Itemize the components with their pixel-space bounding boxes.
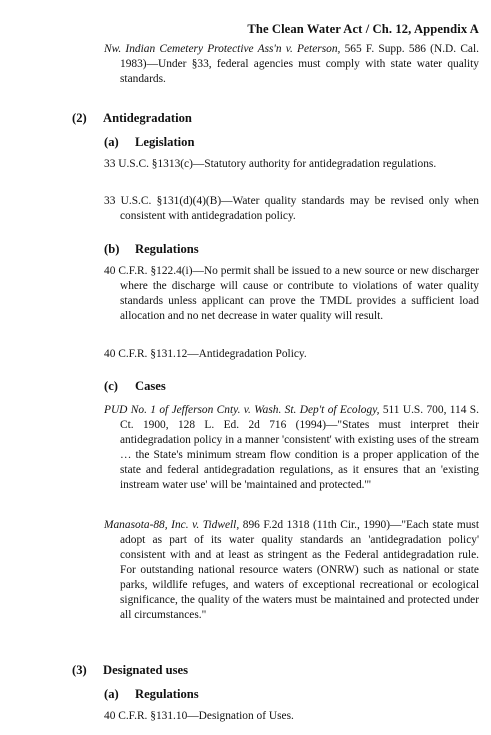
case-entry: [104, 518, 479, 623]
case-entry: [104, 403, 479, 493]
section-title: Antidegradation: [103, 111, 192, 125]
regulation-entry: 40 C.F.R. §131.10—Designation of Uses.: [104, 710, 294, 722]
case-name: Nw. Indian Cemetery Protective Ass'n v. Peterson,: [104, 43, 341, 55]
subsection-title: Legislation: [135, 135, 195, 149]
subsection-title: Cases: [135, 379, 166, 393]
case-citation: 511 U.S. 700, 114 S. Ct. 1900, 128 L. Ed. 2d 716 (1994)—"States must interpret their antidegradation policy in a manner 'consistent' with existing uses of the stream … the State's minimum stream flow condition is a proper application of the state and federal antidegradation regulations, as it ensures that an 'existing instream water use' will be 'maintained and protected.'": [120, 404, 479, 491]
subsection-letter: (b): [104, 242, 120, 256]
subsection-heading: [104, 687, 199, 702]
section-number: (3): [72, 663, 87, 677]
subsection-title: Regulations: [135, 687, 199, 701]
statute-entry: 33 U.S.C. §131(d)(4)(B)—Water quality standards may be revised only when consistent with antidegradation policy.: [104, 195, 479, 222]
subsection-title: Regulations: [135, 242, 199, 256]
section-heading: [72, 663, 189, 678]
section-number: (2): [72, 111, 87, 125]
subsection-letter: (a): [104, 135, 119, 149]
regulation-entry: 40 C.F.R. §131.12—Antidegradation Policy.: [104, 348, 307, 360]
subsection-heading: [104, 242, 199, 257]
section-title: Designated uses: [103, 663, 189, 677]
subsection-letter: (a): [104, 687, 119, 701]
case-entry: [104, 42, 479, 87]
case-citation: 896 F.2d 1318 (11th Cir., 1990)—"Each state must adopt as part of its water quality standards an 'antidegradation policy' consistent with and at least as stringent as the Federal antidegradation rule. For outstanding national resource waters (ONRW) such as national or state parks, wildlife refuges, and waters of exceptional recreational or ecological significance, the quality of the waters must be maintained and protected under all circumstances.": [120, 519, 479, 621]
case-citation: 565 F. Supp. 586 (N.D. Cal. 1983)—Under §33, federal agencies must comply with state water quality standards.: [120, 43, 479, 85]
subsection-letter: (c): [104, 379, 118, 393]
case-name: Manasota-88, Inc. v. Tidwell,: [104, 519, 240, 531]
section-heading: [72, 111, 192, 126]
subsection-heading: [104, 135, 195, 150]
regulation-entry: 40 C.F.R. §122.4(i)—No permit shall be issued to a new source or new discharger where the discharge will cause or contribute to violations of water quality standards unless applicant can prove the TMDL provides a sufficient load allocation and no net decrease in water quality will result.: [104, 265, 479, 322]
running-head: The Clean Water Act / Ch. 12, Appendix A: [247, 22, 479, 36]
subsection-heading: [104, 379, 166, 394]
case-name: PUD No. 1 of Jefferson Cnty. v. Wash. St. Dep't of Ecology,: [104, 404, 380, 416]
statute-entry: 33 U.S.C. §1313(c)—Statutory authority for antidegradation regulations.: [104, 158, 437, 170]
